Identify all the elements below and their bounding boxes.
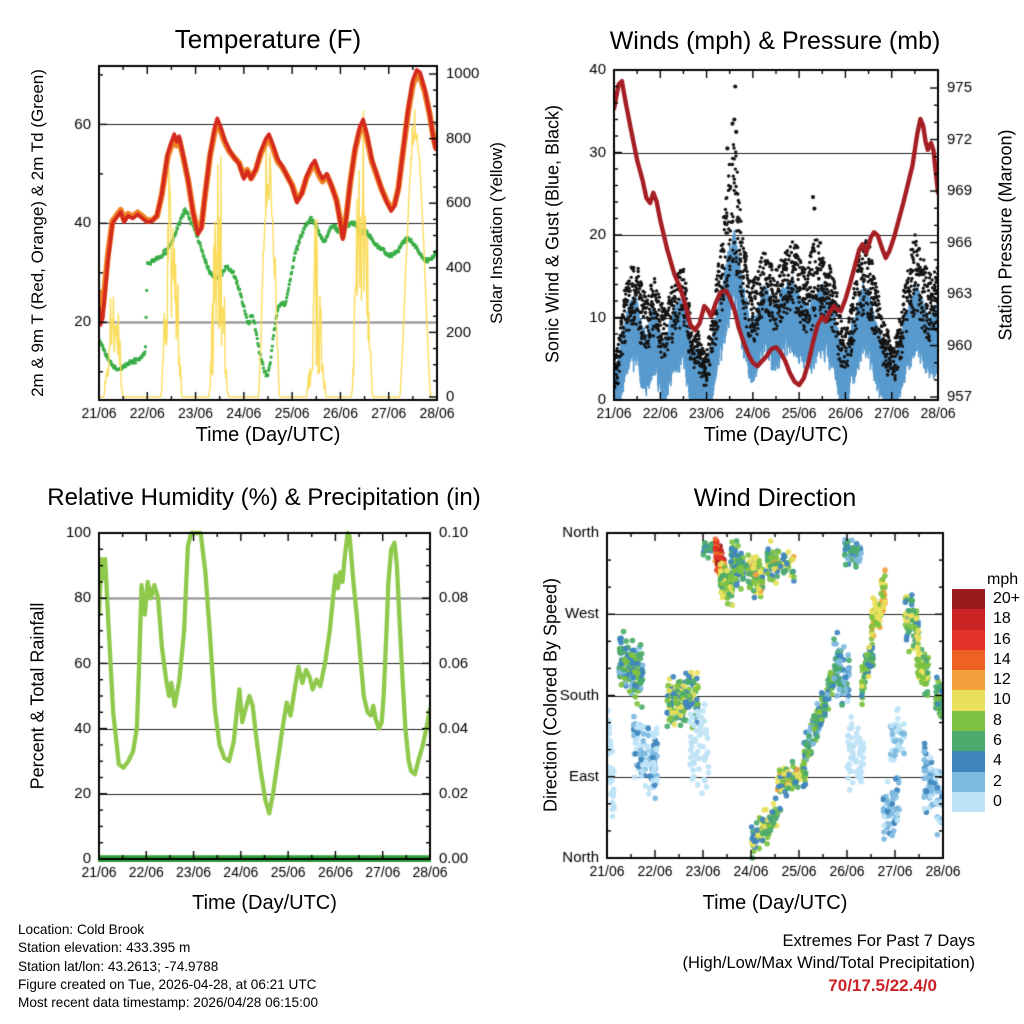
legend-swatch [952, 751, 985, 771]
legend-swatch [952, 731, 985, 751]
legend-label: 14 [993, 650, 1011, 668]
legend-row [952, 690, 1020, 710]
legend-label: 10 [993, 691, 1011, 709]
wind-direction-y-axis-label: Direction (Colored By Speed) [540, 577, 561, 813]
legend-swatch [952, 589, 985, 609]
solar-insolation-axis-label: Solar Insolation (Yellow) [487, 142, 506, 324]
humidity-y-axis-label: Percent & Total Rainfall [27, 602, 48, 790]
speed-legend-title: mph [987, 571, 1019, 588]
legend-row [952, 772, 1020, 792]
legend-label: 8 [993, 711, 1002, 729]
station-info-footer [18, 921, 318, 1012]
legend-row [952, 609, 1020, 629]
legend-swatch [952, 711, 985, 731]
legend-row [952, 751, 1020, 771]
footer-line: Most recent data timestamp: 2026/04/28 06:15:00 [18, 995, 319, 1011]
legend-label: 4 [993, 752, 1002, 770]
humidity-x-axis-label: Time (Day/UTC) [192, 892, 337, 914]
footer-line: Figure created on Tue, 2026-04-28, at 06:21 UTC [18, 976, 317, 992]
winds-pressure-chart-title: Winds (mph) & Pressure (mb) [609, 27, 941, 55]
legend-label: 12 [993, 671, 1011, 689]
legend-swatch [952, 690, 985, 710]
footer-line: Location: Cold Brook [18, 922, 145, 937]
extremes-block [682, 930, 975, 974]
legend-swatch [952, 792, 985, 812]
wind-direction-x-axis-label: Time (Day/UTC) [702, 892, 848, 914]
legend-swatch [952, 772, 985, 792]
legend-row [952, 792, 1020, 812]
legend-row [952, 589, 1020, 609]
extremes-values: 70/17.5/22.4/0 [828, 976, 937, 995]
legend-swatch [952, 630, 985, 650]
legend-row [952, 731, 1020, 751]
temperature-x-axis-label: Time (Day/UTC) [195, 424, 341, 446]
legend-swatch [952, 670, 985, 690]
temperature-y-axis-label: 2m & 9m T (Red, Orange) & 2m Td (Green) [28, 69, 47, 397]
legend-label: 6 [993, 732, 1002, 750]
legend-label: 0 [993, 792, 1002, 810]
humidity-precip-chart-title: Relative Humidity (%) & Precipitation (in) [47, 484, 481, 511]
legend-row [952, 630, 1020, 650]
wind-gust-y-axis-label: Sonic Wind & Gust (Blue, Black) [542, 104, 563, 364]
footer-line: Station lat/lon: 43.2613; -74.9788 [18, 958, 219, 974]
legend-label: 16 [993, 630, 1011, 648]
legend-row [952, 650, 1020, 670]
temperature-chart-title: Temperature (F) [174, 24, 362, 54]
legend-swatch [952, 650, 985, 670]
extremes-subtitle: (High/Low/Max Wind/Total Precipitation) [682, 954, 975, 972]
legend-row [952, 670, 1020, 690]
extremes-title: Extremes For Past 7 Days [782, 932, 975, 950]
legend-label: 2 [993, 772, 1002, 790]
winds-x-axis-label: Time (Day/UTC) [703, 424, 849, 446]
legend-label: 20+ [993, 590, 1021, 607]
legend-label: 18 [993, 610, 1011, 628]
wind-direction-chart-title: Wind Direction [693, 484, 857, 512]
legend-row [952, 711, 1020, 731]
station-pressure-axis-label: Station Pressure (Maroon) [995, 129, 1016, 341]
legend-swatch [952, 609, 985, 629]
footer-line: Station elevation: 433.395 m [18, 940, 191, 956]
speed-color-legend [952, 589, 1020, 812]
